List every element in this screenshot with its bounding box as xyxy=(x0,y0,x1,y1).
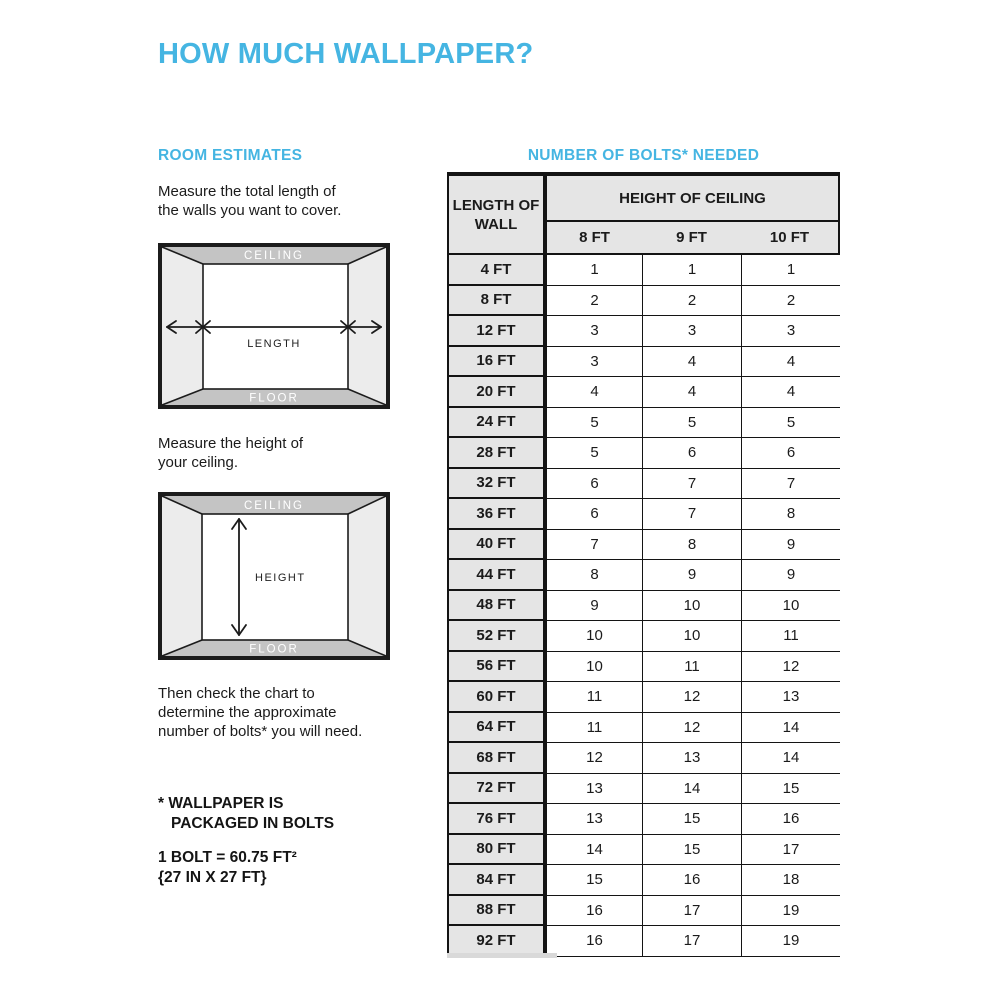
bolts-8ft-cell: 3 xyxy=(543,316,642,347)
wall-length-cell: 20 FT xyxy=(447,377,543,408)
bolts-8ft-cell: 2 xyxy=(543,286,642,317)
wall-length-cell: 40 FT xyxy=(447,530,543,561)
wall-length-cell: 28 FT xyxy=(447,438,543,469)
wall-length-cell: 60 FT xyxy=(447,682,543,713)
bolts-8ft-cell: 13 xyxy=(543,804,642,835)
height-of-ceiling-header: HEIGHT OF CEILING xyxy=(543,176,840,222)
bolts-10ft-cell: 4 xyxy=(741,347,840,378)
bolts-10ft-cell: 9 xyxy=(741,560,840,591)
wall-length-cell: 12 FT xyxy=(447,316,543,347)
wall-length-cell: 84 FT xyxy=(447,865,543,896)
bolts-8ft-cell: 15 xyxy=(543,865,642,896)
bolts-8ft-cell: 14 xyxy=(543,835,642,866)
floor-label: FLOOR xyxy=(249,643,299,656)
bolts-9ft-cell: 8 xyxy=(642,530,741,561)
room-length-diagram xyxy=(158,243,390,409)
wall-length-cell: 52 FT xyxy=(447,621,543,652)
bolts-9ft-cell: 7 xyxy=(642,499,741,530)
bolts-9ft-cell: 15 xyxy=(642,804,741,835)
bolts-9ft-cell: 5 xyxy=(642,408,741,439)
bolts-8ft-cell: 11 xyxy=(543,682,642,713)
bolts-9ft-cell: 4 xyxy=(642,347,741,378)
bolts-8ft-cell: 11 xyxy=(543,713,642,744)
bolts-9ft-cell: 10 xyxy=(642,591,741,622)
length-arrow-label: LENGTH xyxy=(247,338,301,350)
bolts-8ft-cell: 9 xyxy=(543,591,642,622)
wall-length-cell: 8 FT xyxy=(447,286,543,317)
bolt-spec-line1: 1 BOLT = 60.75 FT² xyxy=(158,849,297,866)
height-arrow-label: HEIGHT xyxy=(255,572,306,584)
bolts-9ft-cell: 9 xyxy=(642,560,741,591)
bolts-9ft-cell: 14 xyxy=(642,774,741,805)
bolts-8ft-cell: 12 xyxy=(543,743,642,774)
floor-label: FLOOR xyxy=(249,392,299,405)
bolts-10ft-cell: 19 xyxy=(741,896,840,927)
step2-line2: your ceiling. xyxy=(158,454,239,471)
bolts-9ft-cell: 3 xyxy=(642,316,741,347)
bolts-10ft-cell: 9 xyxy=(741,530,840,561)
bolts-8ft-cell: 3 xyxy=(543,347,642,378)
wall-length-cell: 32 FT xyxy=(447,469,543,500)
room-estimates-heading: ROOM ESTIMATES xyxy=(158,147,303,164)
step2-line1: Measure the height of xyxy=(158,435,304,452)
step1-line2: the walls you want to cover. xyxy=(158,202,342,219)
bolts-8ft-cell: 10 xyxy=(543,621,642,652)
wall-length-cell: 48 FT xyxy=(447,591,543,622)
step3-line1: Then check the chart to xyxy=(158,685,315,702)
bolts-8ft-cell: 13 xyxy=(543,774,642,805)
bolts-10ft-cell: 12 xyxy=(741,652,840,683)
footnote-line1: * WALLPAPER IS xyxy=(158,795,284,812)
bolts-10ft-cell: 6 xyxy=(741,438,840,469)
bolts-9ft-cell: 1 xyxy=(642,255,741,286)
bolts-9ft-cell: 12 xyxy=(642,682,741,713)
bolts-9ft-cell: 15 xyxy=(642,835,741,866)
bolts-9ft-cell: 17 xyxy=(642,926,741,957)
bolts-10ft-cell: 8 xyxy=(741,499,840,530)
bolts-table-heading: NUMBER OF BOLTS* NEEDED xyxy=(527,147,760,164)
wall-length-cell: 72 FT xyxy=(447,774,543,805)
bolts-10ft-cell: 15 xyxy=(741,774,840,805)
wall-length-cell: 56 FT xyxy=(447,652,543,683)
bolts-9ft-cell: 2 xyxy=(642,286,741,317)
bolts-10ft-cell: 5 xyxy=(741,408,840,439)
wall-length-cell: 76 FT xyxy=(447,804,543,835)
step2-instruction xyxy=(158,434,303,472)
step3-line3: number of bolts* you will need. xyxy=(158,723,363,740)
wall-length-cell: 16 FT xyxy=(447,347,543,378)
bolts-9ft-cell: 17 xyxy=(642,896,741,927)
bolts-10ft-cell: 13 xyxy=(741,682,840,713)
bolts-10ft-cell: 18 xyxy=(741,865,840,896)
bolts-10ft-cell: 16 xyxy=(741,804,840,835)
bolts-10ft-cell: 11 xyxy=(741,621,840,652)
bolts-8ft-cell: 7 xyxy=(543,530,642,561)
bolts-10ft-cell: 2 xyxy=(741,286,840,317)
wall-length-cell: 64 FT xyxy=(447,713,543,744)
bolts-10ft-cell: 19 xyxy=(741,926,840,957)
wall-length-cell: 24 FT xyxy=(447,408,543,439)
wall-length-cell: 4 FT xyxy=(447,255,543,286)
step1-instruction xyxy=(158,182,341,220)
bolts-10ft-cell: 7 xyxy=(741,469,840,500)
bolts-10ft-cell: 10 xyxy=(741,591,840,622)
bolts-10ft-cell: 17 xyxy=(741,835,840,866)
wall-length-cell: 80 FT xyxy=(447,835,543,866)
bolts-8ft-cell: 8 xyxy=(543,560,642,591)
bolts-8ft-cell: 6 xyxy=(543,469,642,500)
bolts-10ft-cell: 14 xyxy=(741,743,840,774)
bolts-8ft-cell: 4 xyxy=(543,377,642,408)
bolts-9ft-cell: 12 xyxy=(642,713,741,744)
bolts-8ft-cell: 16 xyxy=(543,896,642,927)
bolts-8ft-cell: 10 xyxy=(543,652,642,683)
col-header-10ft: 10 FT xyxy=(741,222,840,255)
col-header-8ft: 8 FT xyxy=(543,222,642,255)
bolts-9ft-cell: 7 xyxy=(642,469,741,500)
bolts-10ft-cell: 4 xyxy=(741,377,840,408)
ceiling-label: CEILING xyxy=(243,500,305,512)
bolt-spec-line2: {27 IN X 27 FT} xyxy=(158,869,267,886)
bolts-9ft-cell: 4 xyxy=(642,377,741,408)
bolts-8ft-cell: 5 xyxy=(543,408,642,439)
wall-length-cell: 68 FT xyxy=(447,743,543,774)
wall-length-cell: 44 FT xyxy=(447,560,543,591)
step1-line1: Measure the total length of xyxy=(158,183,336,200)
step3-instruction xyxy=(158,684,362,741)
bolts-8ft-cell: 16 xyxy=(543,926,642,957)
footnote-line2: PACKAGED IN BOLTS xyxy=(171,815,335,832)
ceiling-label: CEILING xyxy=(243,250,305,262)
bolts-9ft-cell: 13 xyxy=(642,743,741,774)
bolts-10ft-cell: 1 xyxy=(741,255,840,286)
wall-length-cell: 36 FT xyxy=(447,499,543,530)
room-height-diagram xyxy=(158,492,390,660)
bolts-footnote xyxy=(158,794,334,834)
bolts-8ft-cell: 6 xyxy=(543,499,642,530)
bolt-size-spec xyxy=(158,848,297,888)
table-bottom-shadow xyxy=(447,953,557,958)
bolts-8ft-cell: 5 xyxy=(543,438,642,469)
wall-length-cell: 88 FT xyxy=(447,896,543,927)
bolts-9ft-cell: 6 xyxy=(642,438,741,469)
col-header-9ft: 9 FT xyxy=(642,222,741,255)
length-of-wall-header: LENGTH OF WALL xyxy=(447,176,543,255)
bolts-9ft-cell: 11 xyxy=(642,652,741,683)
bolts-9ft-cell: 16 xyxy=(642,865,741,896)
bolts-9ft-cell: 10 xyxy=(642,621,741,652)
bolts-10ft-cell: 3 xyxy=(741,316,840,347)
bolts-10ft-cell: 14 xyxy=(741,713,840,744)
step3-line2: determine the approximate xyxy=(158,704,337,721)
wall-length-cell: 92 FT xyxy=(447,926,543,957)
page-title: HOW MUCH WALLPAPER? xyxy=(158,38,534,70)
bolts-8ft-cell: 1 xyxy=(543,255,642,286)
bolts-table xyxy=(447,172,840,957)
